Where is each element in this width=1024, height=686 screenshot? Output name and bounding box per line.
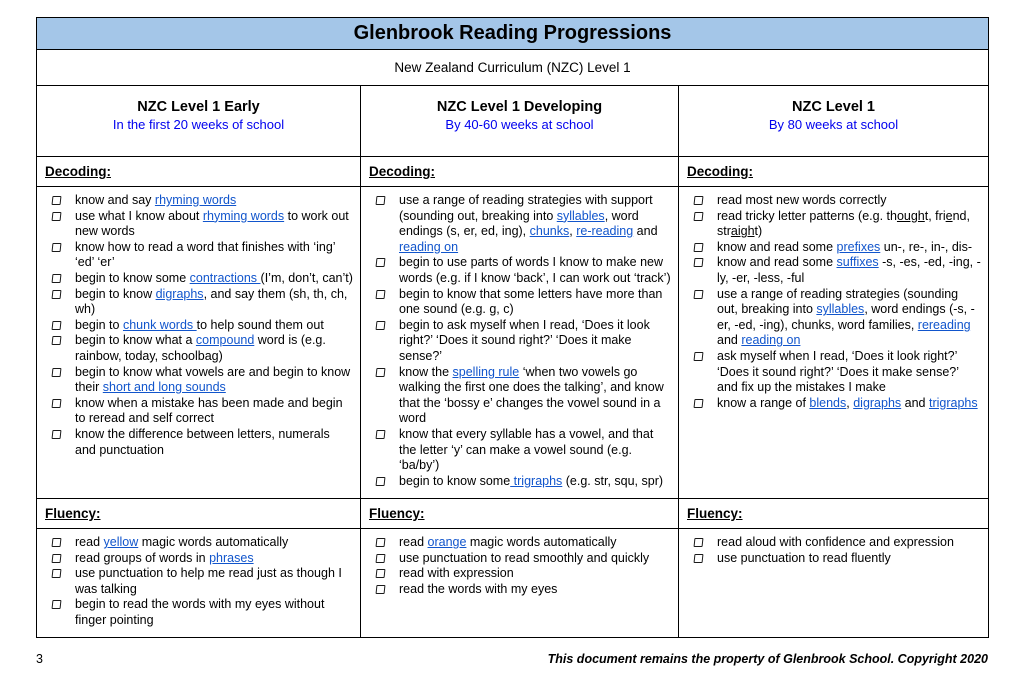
column-title: NZC Level 1 Developing <box>436 99 603 115</box>
checkbox-bullet-icon <box>376 430 386 439</box>
checklist-item <box>685 255 982 286</box>
hyperlink[interactable]: digraphs <box>853 395 902 410</box>
checklist-item-text: use a range of reading strategies with support (sounding out, breaking into syllables, word endings (s, er, ed, ing), chunks, re-reading and reading on <box>399 193 658 254</box>
column-header-level1 <box>679 86 989 157</box>
checklist-item-text: know a range of blends, digraphs and trigraphs <box>717 395 978 410</box>
checkbox-bullet-icon <box>52 600 62 609</box>
checklist-item <box>43 597 354 628</box>
checklist-item-text: read with expression <box>399 566 514 581</box>
checkbox-bullet-icon <box>694 290 704 299</box>
column-subtitle: In the first 20 weeks of school <box>112 117 285 132</box>
hyperlink[interactable]: compound <box>195 333 255 348</box>
hyperlink[interactable]: re-reading <box>576 224 634 239</box>
checklist-item <box>43 318 354 334</box>
copyright-notice: This document remains the property of Glenbrook School. Copyright 2020 <box>547 652 988 666</box>
hyperlink[interactable]: trigraphs <box>928 395 978 410</box>
hyperlink[interactable]: phrases <box>209 550 254 565</box>
checklist-item-text: use what I know about rhyming words to work out new words <box>75 208 349 239</box>
checklist-item <box>43 365 354 396</box>
checkbox-bullet-icon <box>376 290 386 299</box>
fluency-cell-developing <box>361 529 679 638</box>
column-title: NZC Level 1 Early <box>137 99 260 115</box>
column-subtitle: By 40-60 weeks at school <box>445 117 594 132</box>
hyperlink[interactable]: rhyming words <box>202 208 285 223</box>
checkbox-bullet-icon <box>694 258 704 267</box>
checklist-item-text: begin to ask myself when I read, ‘Does it look right?’ ‘Does it sound right?’ ‘Does it make sense?’ <box>399 317 650 363</box>
checklist-item <box>43 551 354 567</box>
checkbox-bullet-icon <box>52 212 62 221</box>
checklist-item <box>43 566 354 597</box>
hyperlink[interactable]: suffixes <box>836 255 879 270</box>
checkbox-bullet-icon <box>376 569 386 578</box>
column-header-early <box>37 86 361 157</box>
hyperlink[interactable]: spelling rule <box>452 364 520 379</box>
checkbox-bullet-icon <box>52 290 62 299</box>
checkbox-bullet-icon <box>376 585 386 594</box>
document-title: Glenbrook Reading Progressions <box>37 18 989 50</box>
checkbox-bullet-icon <box>52 368 62 377</box>
fluency-section-label: Fluency: <box>37 499 361 529</box>
checklist-item-text: read most new words correctly <box>717 193 887 207</box>
checklist-item-text: know the spelling rule ‘when two vowels go walking the first one does the talking’, and know that the ‘bossy e’ changes the vowel sound in a word <box>399 364 664 426</box>
checkbox-bullet-icon <box>52 321 62 330</box>
checklist-item-text: know and read some prefixes un-, re-, in-, dis- <box>717 239 972 254</box>
fluency-section-label: Fluency: <box>679 499 989 529</box>
checkbox-bullet-icon <box>52 430 62 439</box>
decoding-cell-level1 <box>679 187 989 499</box>
hyperlink[interactable]: prefixes <box>836 239 881 254</box>
hyperlink[interactable]: yellow <box>103 535 139 549</box>
decoding-section-label: Decoding: <box>37 157 361 187</box>
checkbox-bullet-icon <box>694 243 704 252</box>
checkbox-bullet-icon <box>694 196 704 205</box>
checklist-item-text: read yellow magic words automatically <box>75 535 289 549</box>
checkbox-bullet-icon <box>376 477 386 486</box>
checklist-item-text: begin to read the words with my eyes without finger pointing <box>75 597 325 627</box>
checklist-item <box>685 535 982 551</box>
checklist-item-text: know and say rhyming words <box>75 193 237 207</box>
hyperlink[interactable]: chunk words <box>122 317 197 332</box>
checkbox-bullet-icon <box>694 399 704 408</box>
checklist-item-text: know that every syllable has a vowel, and that the letter ‘y’ can make a vowel sound (e.g. ‘ba/by’) <box>399 426 654 473</box>
checklist-item-text: use punctuation to read smoothly and quickly <box>399 550 650 565</box>
checkbox-bullet-icon <box>694 212 704 221</box>
checklist-item <box>43 240 354 271</box>
reading-progressions-table <box>36 17 989 638</box>
checklist-item-text: know the difference between letters, numerals and punctuation <box>75 426 330 457</box>
checklist-item <box>43 427 354 458</box>
checkbox-bullet-icon <box>694 538 704 547</box>
checklist-item <box>685 349 982 396</box>
checkbox-bullet-icon <box>52 399 62 408</box>
checkbox-bullet-icon <box>52 336 62 345</box>
checkbox-bullet-icon <box>52 243 62 252</box>
checklist-item <box>367 193 672 255</box>
decoding-section-label: Decoding: <box>361 157 679 187</box>
checklist-item <box>367 551 672 567</box>
checklist-item-text: read tricky letter patterns (e.g. thought, friend, straight) <box>717 208 970 239</box>
hyperlink[interactable]: reading on <box>399 239 459 254</box>
checklist-item <box>367 566 672 582</box>
checklist-item-text: use punctuation to help me read just as though I was talking <box>75 566 342 596</box>
checkbox-bullet-icon <box>52 196 62 205</box>
checklist-item <box>43 396 354 427</box>
hyperlink[interactable]: contractions <box>189 270 261 285</box>
checkbox-bullet-icon <box>694 352 704 361</box>
checklist-item <box>43 535 354 551</box>
checklist-item <box>43 271 354 287</box>
fluency-cell-level1 <box>679 529 989 638</box>
column-subtitle: By 80 weeks at school <box>768 117 899 132</box>
decoding-section-label: Decoding: <box>679 157 989 187</box>
checklist-item <box>685 287 982 349</box>
decoding-cell-early <box>37 187 361 499</box>
checklist-item <box>367 474 672 490</box>
checklist-item-text: begin to know some contractions (I’m, don’t, can’t) <box>75 270 353 285</box>
column-header-developing <box>361 86 679 157</box>
checklist-item-text: use a range of reading strategies (sounding out, breaking into syllables, word endings (-s, -er, -ed, -ing), chunks, word families, rereading and reading on <box>717 286 975 348</box>
hyperlink[interactable]: trigraphs <box>510 473 563 488</box>
checklist-item <box>685 551 982 567</box>
checkbox-bullet-icon <box>52 538 62 547</box>
checklist-item <box>685 240 982 256</box>
page-number: 3 <box>36 652 43 666</box>
checklist-item <box>367 535 672 551</box>
column-title: NZC Level 1 <box>792 99 875 115</box>
checklist-item <box>43 333 354 364</box>
fluency-cell-early <box>37 529 361 638</box>
checklist-item <box>367 582 672 598</box>
hyperlink[interactable]: blends <box>809 395 847 410</box>
checkbox-bullet-icon <box>376 196 386 205</box>
hyperlink[interactable]: syllables <box>556 208 605 223</box>
checklist-item-text: begin to know digraphs, and say them (sh, th, ch, wh) <box>75 286 348 317</box>
checkbox-bullet-icon <box>52 274 62 283</box>
checkbox-bullet-icon <box>376 321 386 330</box>
checklist-item <box>367 255 672 286</box>
checklist-item-text: read groups of words in phrases <box>75 550 254 565</box>
hyperlink[interactable]: syllables <box>816 302 865 317</box>
checklist-item <box>43 209 354 240</box>
checklist-item <box>685 193 982 209</box>
hyperlink[interactable]: short and long sounds <box>102 380 226 395</box>
checklist-item-text: read aloud with confidence and expression <box>717 535 954 549</box>
checklist-item <box>43 193 354 209</box>
hyperlink[interactable]: orange <box>427 535 467 549</box>
page-footer <box>36 652 988 666</box>
checkbox-bullet-icon <box>52 569 62 578</box>
checklist-item <box>367 427 672 474</box>
checklist-item-text: begin to know what vowels are and begin to know their short and long sounds <box>75 364 351 395</box>
checklist-item-text: use punctuation to read fluently <box>717 550 891 565</box>
checkbox-bullet-icon <box>694 554 704 563</box>
checklist-item <box>367 365 672 427</box>
checklist-item <box>367 287 672 318</box>
checklist-item <box>685 209 982 240</box>
hyperlink[interactable]: digraphs <box>155 286 204 301</box>
hyperlink[interactable]: chunks <box>529 224 570 239</box>
checklist-item-text: read orange magic words automatically <box>399 535 617 549</box>
checkbox-bullet-icon <box>376 368 386 377</box>
hyperlink[interactable]: reading on <box>741 333 801 348</box>
hyperlink[interactable]: rereading <box>917 317 971 332</box>
checklist-item-text: begin to know some trigraphs (e.g. str, squ, spr) <box>399 473 664 488</box>
checkbox-bullet-icon <box>376 538 386 547</box>
hyperlink[interactable]: rhyming words <box>154 193 237 207</box>
checklist-item-text: begin to use parts of words I know to make new words (e.g. if I know ‘back’, I can work out ‘track’) <box>399 255 671 285</box>
checklist-item <box>685 396 982 412</box>
checklist-item-text: ask myself when I read, ‘Does it look right?’ ‘Does it sound right?’ ‘Does it make sense?’ and fix up the mistakes I make <box>717 348 959 395</box>
fluency-section-label: Fluency: <box>361 499 679 529</box>
checkbox-bullet-icon <box>376 554 386 563</box>
checklist-item-text: begin to chunk words to help sound them out <box>75 317 324 332</box>
checklist-item-text: begin to know what a compound word is (e.g. rainbow, today, schoolbag) <box>75 333 326 363</box>
checkbox-bullet-icon <box>52 554 62 563</box>
document-subtitle: New Zealand Curriculum (NZC) Level 1 <box>37 50 989 86</box>
checklist-item-text: know how to read a word that finishes with ‘ing’ ‘ed’ ‘er’ <box>75 239 336 270</box>
checklist-item-text: read the words with my eyes <box>399 581 558 596</box>
checklist-item-text: know and read some suffixes -s, -es, -ed, -ing, -ly, -er, -less, -ful <box>717 255 981 285</box>
decoding-cell-developing <box>361 187 679 499</box>
checkbox-bullet-icon <box>376 258 386 267</box>
checklist-item <box>43 287 354 318</box>
checklist-item-text: know when a mistake has been made and begin to reread and self correct <box>75 395 343 426</box>
checklist-item <box>367 318 672 365</box>
checklist-item-text: begin to know that some letters have more than one sound (e.g. g, c) <box>399 286 663 317</box>
